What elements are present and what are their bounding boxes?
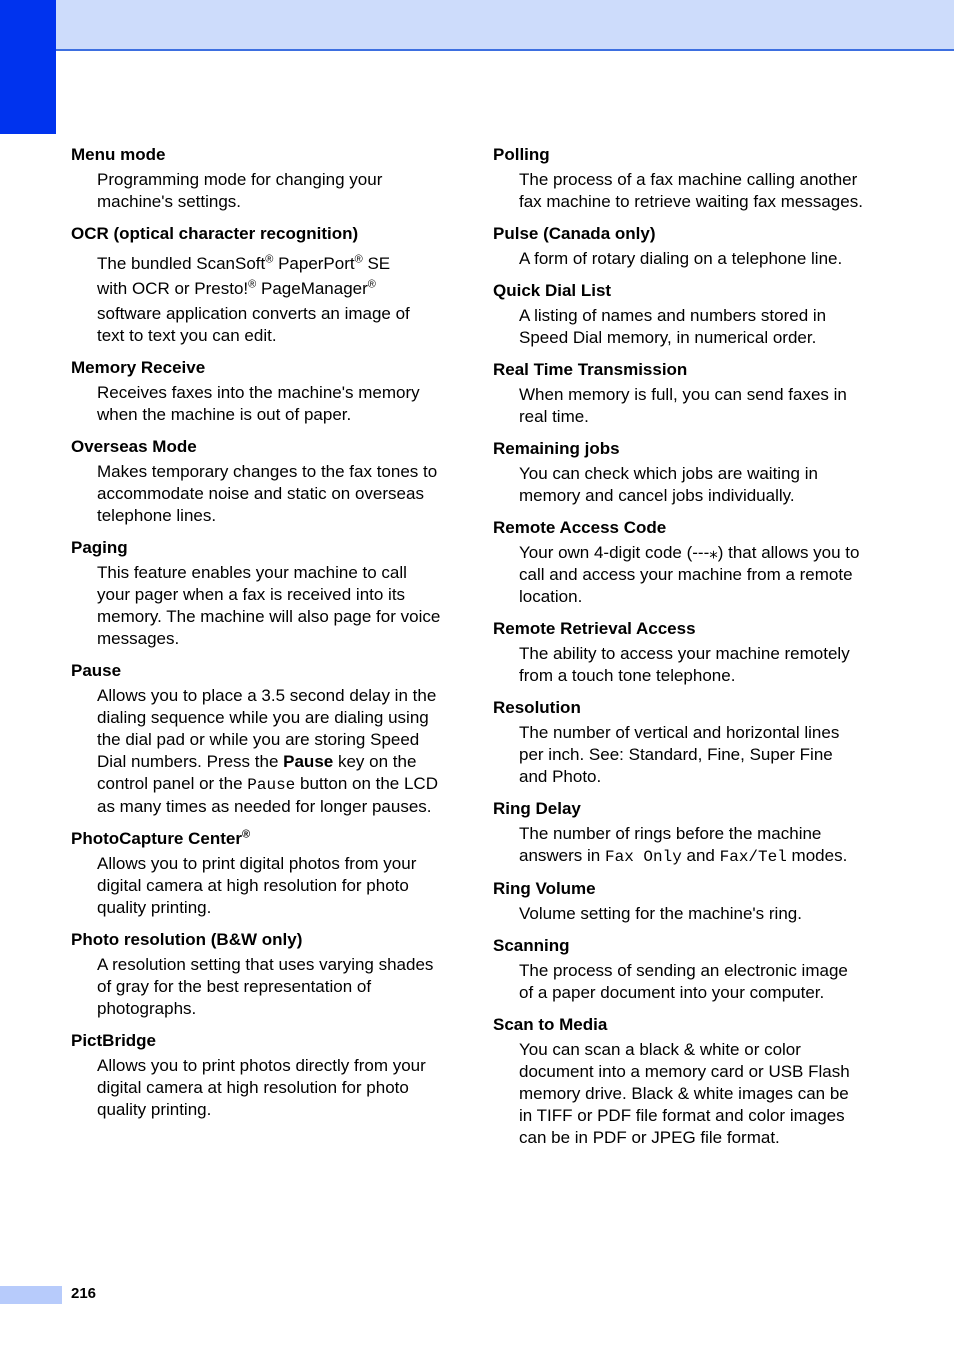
page-number-bar [0, 1286, 62, 1304]
def-text: PaperPort [273, 254, 355, 273]
header-band [0, 0, 954, 51]
def-text: Allows you to place a 3.5 second delay in the dialing sequence while you are dialing using the dial pad or while you are storing Speed Dial numbers. Press the [97, 686, 437, 771]
term: Overseas Mode [71, 437, 197, 456]
entry-memory-receive [71, 357, 441, 426]
registered-mark: ® [367, 278, 376, 291]
entry-photocapture [71, 828, 441, 919]
pause-key-label: Pause [283, 752, 334, 771]
definition [97, 685, 441, 818]
definition: The ability to access your machine remotely from a touch tone telephone. [519, 644, 850, 685]
entry-polling [493, 144, 863, 213]
chapter-tab [0, 0, 56, 134]
def-text: The number of rings before the machine answers in [519, 824, 822, 865]
term [71, 828, 441, 850]
entry-paging [71, 537, 441, 650]
definition: Receives faxes into the machine's memory when the machine is out of paper. [97, 383, 420, 424]
entry-pause [71, 660, 441, 818]
term: PictBridge [71, 1031, 157, 1050]
fax-only-mode-label: Fax Only [604, 848, 682, 866]
definition [519, 823, 863, 868]
def-text: modes. [786, 846, 848, 865]
def-text: SE [362, 254, 391, 273]
definition: Allows you to print digital photos from your digital camera at high resolution for photo quality printing. [97, 854, 417, 917]
entry-pulse [493, 223, 863, 270]
fax-tel-mode-label: Fax/Tel [719, 848, 787, 866]
term: Real Time Transmission [493, 360, 688, 379]
term-text: PhotoCapture Center [71, 829, 242, 848]
term: Remaining jobs [493, 439, 620, 458]
term: Menu mode [71, 145, 166, 164]
term: Resolution [493, 698, 581, 717]
lcd-pause-label: Pause [247, 776, 296, 794]
definition: You can check which jobs are waiting in memory and cancel jobs individually. [519, 464, 818, 505]
term: Remote Retrieval Access [493, 619, 696, 638]
definition: Makes temporary changes to the fax tones to accommodate noise and static on overseas telephone lines. [97, 462, 438, 525]
definition: This feature enables your machine to call your pager when a fax is received into its memory. The machine will also page for voice messages. [97, 563, 441, 648]
definition: Allows you to print photos directly from your digital camera at high resolution for photo quality printing. [97, 1056, 426, 1119]
definition: A listing of names and numbers stored in Speed Dial memory, in numerical order. [519, 306, 827, 347]
term: Scanning [493, 936, 570, 955]
entry-pictbridge [71, 1030, 441, 1121]
definition: A form of rotary dialing on a telephone line. [519, 249, 843, 268]
registered-mark: ® [241, 828, 251, 841]
def-text: software application converts an image of text to text you can edit. [97, 304, 410, 345]
registered-mark: ® [354, 253, 363, 266]
term: OCR (optical character recognition) [71, 224, 359, 243]
definition: A resolution setting that uses varying shades of gray for the best representation of photographs. [97, 955, 434, 1018]
registered-mark: ® [248, 278, 257, 291]
entry-resolution [493, 697, 863, 788]
term: Quick Dial List [493, 281, 612, 300]
def-text: key on the control panel or the [97, 752, 417, 793]
term: Ring Delay [493, 799, 581, 818]
entry-remote-retrieval [493, 618, 863, 687]
def-text: with OCR or Presto! [97, 279, 249, 298]
term: Pause [71, 661, 122, 680]
entry-real-time [493, 359, 863, 428]
definition: Volume setting for the machine's ring. [519, 904, 802, 923]
page-number: 216 [71, 1285, 97, 1302]
def-text: The bundled ScanSoft [97, 254, 266, 273]
term: Ring Volume [493, 879, 596, 898]
def-text: PageManager [256, 279, 368, 298]
term: Pulse (Canada only) [493, 224, 656, 243]
registered-mark: ® [265, 253, 274, 266]
term: Paging [71, 538, 128, 557]
definition: You can scan a black & white or color document into a memory card or USB Flash memory drive. Black & white images can be in TIFF or PDF file format and color images can be in PDF or JPEG file format. [519, 1040, 850, 1147]
entry-menu-mode [71, 144, 441, 213]
entry-remaining-jobs [493, 438, 863, 507]
glossary-left-column [71, 144, 441, 1131]
term: Remote Access Code [493, 518, 667, 537]
entry-scanning [493, 935, 863, 1004]
definition: When memory is full, you can send faxes in real time. [519, 385, 847, 426]
entry-remote-access [493, 517, 863, 608]
entry-ocr [71, 223, 441, 347]
definition: Your own 4-digit code (---⁎) that allows you to call and access your machine from a remote location. [519, 543, 860, 606]
glossary-right-column [493, 144, 863, 1159]
entry-overseas-mode [71, 436, 441, 527]
entry-photo-resolution [71, 929, 441, 1020]
definition: The number of vertical and horizontal lines per inch. See: Standard, Fine, Super Fine and Photo. [519, 723, 840, 786]
definition: The process of sending an electronic image of a paper document into your computer. [519, 961, 848, 1002]
term: Scan to Media [493, 1015, 608, 1034]
term: Memory Receive [71, 358, 206, 377]
entry-scan-to-media [493, 1014, 863, 1149]
definition: Programming mode for changing your machine's settings. [97, 170, 383, 211]
entry-quick-dial [493, 280, 863, 349]
def-text: button on the LCD as many times as needed for longer pauses. [97, 774, 438, 816]
definition: The process of a fax machine calling another fax machine to retrieve waiting fax messages. [519, 170, 863, 211]
def-text: and [681, 846, 720, 865]
term: Photo resolution (B&W only) [71, 930, 303, 949]
entry-ring-delay [493, 798, 863, 868]
term: Polling [493, 145, 550, 164]
entry-ring-volume [493, 878, 863, 925]
definition [97, 253, 441, 347]
